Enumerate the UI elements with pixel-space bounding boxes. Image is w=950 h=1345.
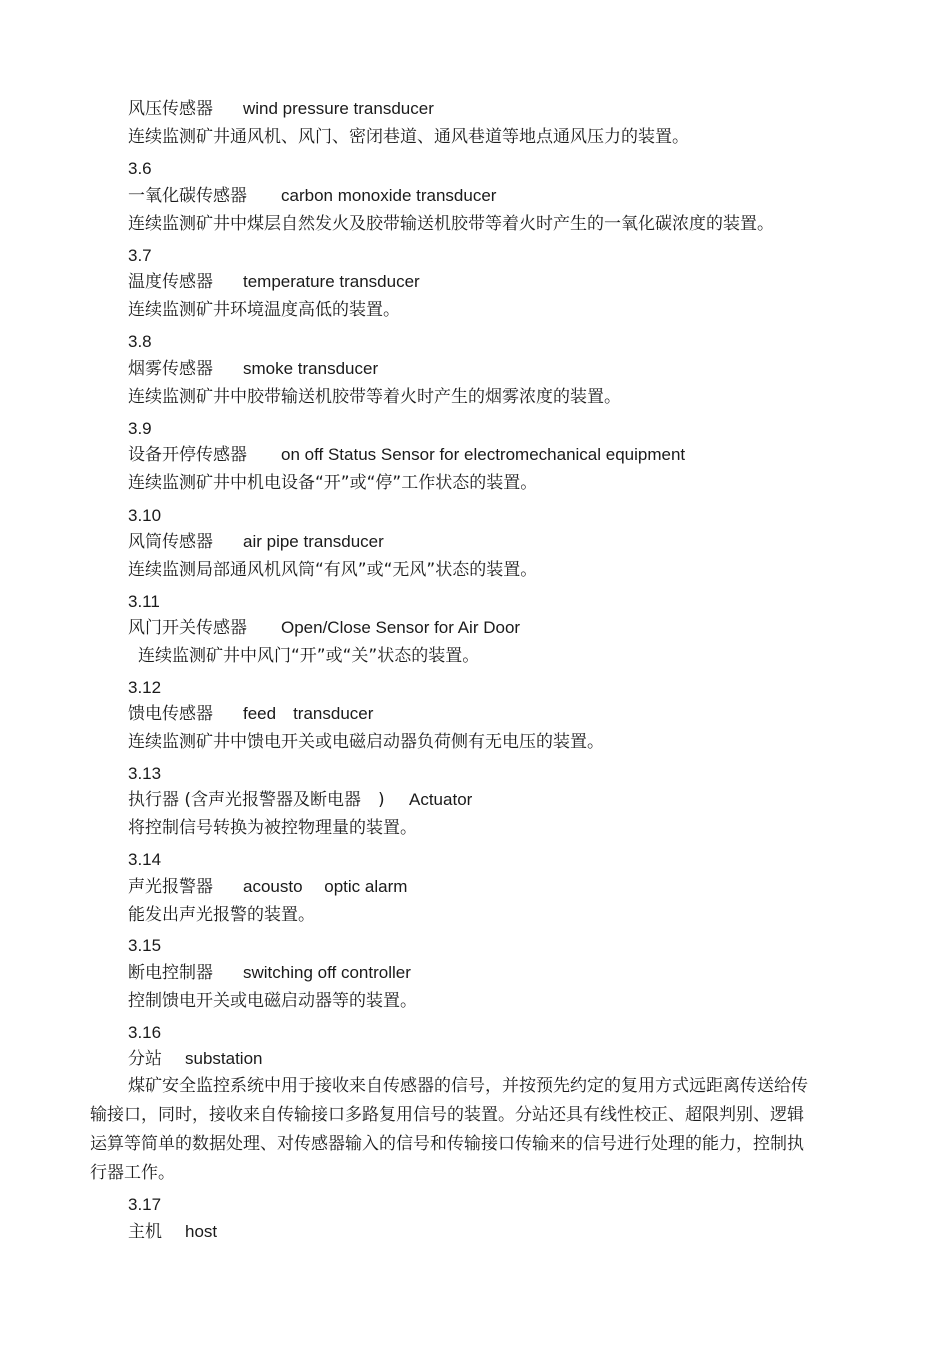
- term-chinese: 风压传感器: [128, 99, 213, 119]
- term-line: [128, 271, 420, 293]
- term-definition: 连续监测矿井中煤层自然发火及胶带输送机胶带等着火时产生的一氧化碳浓度的装置。: [128, 214, 774, 234]
- term-english: wind pressure transducer: [243, 99, 434, 118]
- section-number: 3.13: [128, 764, 162, 783]
- term-english: acousto optic alarm: [243, 877, 408, 896]
- term-english: feed transducer: [243, 704, 374, 723]
- term-definition: 连续监测矿井中风门“开”或“关”状态的装置。: [138, 646, 480, 666]
- term-definition: 连续监测矿井中胶带输送机胶带等着火时产生的烟雾浓度的装置。: [128, 387, 621, 407]
- term-chinese: 一氧化碳传感器: [128, 186, 247, 206]
- term-line: [128, 1048, 263, 1070]
- term-definition: 控制馈电开关或电磁启动器等的装置。: [128, 991, 417, 1011]
- term-definition: 能发出声光报警的装置。: [128, 905, 315, 925]
- term-definition: 连续监测局部通风机风筒“有风”或“无风”状态的装置。: [128, 560, 538, 580]
- term-line: [128, 703, 373, 725]
- term-chinese: 风门开关传感器: [128, 618, 247, 638]
- section-number: 3.17: [128, 1195, 162, 1214]
- term-definition: 连续监测矿井通风机、风门、密闭巷道、通风巷道等地点通风压力的装置。: [128, 127, 689, 147]
- term-chinese: 分站: [128, 1049, 162, 1069]
- term-line: [128, 962, 411, 984]
- term-english: on off Status Sensor for electromechanical equipment: [281, 445, 686, 464]
- term-english: substation: [185, 1049, 263, 1068]
- term-chinese: 馈电传感器: [128, 704, 213, 724]
- section-number: 3.8: [128, 332, 152, 351]
- term-definition: 连续监测矿井中馈电开关或电磁启动器负荷侧有无电压的装置。: [128, 732, 604, 752]
- term-definition-paragraph: 煤矿安全监控系统中用于接收来自传感器的信号，并按预先约定的复用方式远距离传送给传输接口，同时，接收来自传输接口多路复用信号的装置。分站还具有线性校正、超限判别、逻辑运算等简单的数据处理、对传感器输入的信号和传输接口传输来的信号进行处理的能力，控制执行器工作。: [90, 1076, 808, 1183]
- section-number: 3.9: [128, 419, 152, 438]
- term-chinese: 主机: [128, 1222, 162, 1242]
- term-line: [128, 876, 407, 898]
- section-number: 3.12: [128, 678, 162, 697]
- term-line: [128, 98, 434, 120]
- term-english: carbon monoxide transducer: [281, 186, 497, 205]
- term-english: switching off controller: [243, 963, 411, 982]
- term-line: [128, 789, 472, 811]
- term-english: Actuator: [409, 790, 473, 809]
- term-line: [128, 444, 685, 466]
- term-line: [128, 185, 496, 207]
- term-definition: 连续监测矿井环境温度高低的装置。: [128, 300, 400, 320]
- term-chinese: 执行器 (含声光报警器及断电器 ): [128, 790, 385, 810]
- section-number: 3.16: [128, 1023, 162, 1042]
- section-number: 3.14: [128, 850, 162, 869]
- term-chinese: 声光报警器: [128, 877, 213, 897]
- term-english: Open/Close Sensor for Air Door: [281, 618, 521, 637]
- term-chinese: 风筒传感器: [128, 532, 213, 552]
- term-english: host: [185, 1222, 218, 1241]
- term-chinese: 烟雾传感器: [128, 359, 213, 379]
- section-number: 3.15: [128, 936, 162, 955]
- section-number: 3.7: [128, 246, 152, 265]
- term-chinese: 设备开停传感器: [128, 445, 247, 465]
- term-chinese: 温度传感器: [128, 272, 213, 292]
- term-definition: 将控制信号转换为被控物理量的装置。: [128, 818, 417, 838]
- term-line: [128, 531, 384, 553]
- term-chinese: 断电控制器: [128, 963, 213, 983]
- term-line: [128, 1221, 217, 1243]
- term-english: air pipe transducer: [243, 532, 384, 551]
- term-line: [128, 617, 520, 639]
- section-number: 3.10: [128, 506, 162, 525]
- term-english: temperature transducer: [243, 272, 420, 291]
- section-number: 3.6: [128, 159, 152, 178]
- section-number: 3.11: [128, 592, 160, 611]
- term-english: smoke transducer: [243, 359, 379, 378]
- term-definition: 连续监测矿井中机电设备“开”或“停”工作状态的装置。: [128, 473, 538, 493]
- term-line: [128, 358, 378, 380]
